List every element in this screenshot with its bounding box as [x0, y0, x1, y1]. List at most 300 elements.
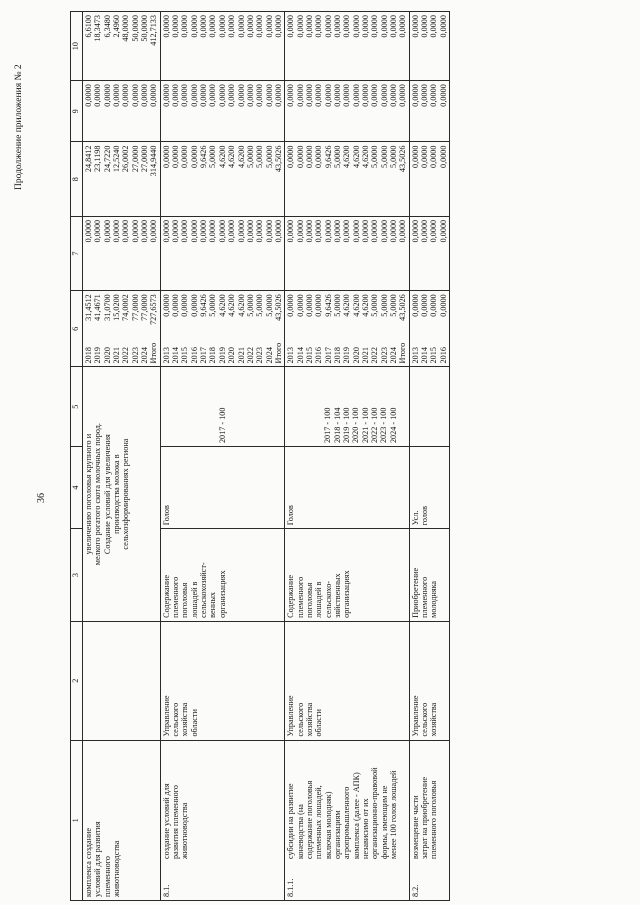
value-col8: 9,6426: [199, 145, 209, 169]
section-name-line: менее 100 голов лошадей: [389, 770, 398, 859]
value-col9: 0,0000: [323, 84, 333, 107]
section-name-line: субсидии на развитие: [286, 783, 296, 859]
section-row: [285, 12, 409, 901]
event-cell: [285, 529, 409, 622]
year-label: 2024: [264, 347, 274, 364]
year-label: 2021: [112, 347, 122, 364]
event-line: зяйственных: [332, 573, 342, 618]
column-number: 5: [71, 367, 83, 447]
col9-cell: [285, 81, 409, 142]
value-col7: 0,0000: [314, 219, 324, 243]
value-col8: 4,6200: [360, 145, 370, 169]
page-number: 36: [36, 493, 47, 503]
value-col10: 0,0000: [189, 15, 199, 38]
value-col7: 0,0000: [149, 219, 159, 243]
column-number: 4: [71, 447, 83, 529]
section-name-line: создание условий для: [161, 783, 171, 859]
section-name: [411, 777, 439, 859]
value-col6: 4,6200: [227, 294, 237, 317]
event-line: венных: [208, 592, 218, 618]
executor-line: хозяйства: [429, 702, 439, 737]
value-col8: 4,6200: [227, 145, 237, 169]
year-value-cell: [285, 291, 409, 367]
year-label: 2024: [140, 347, 150, 364]
section-name-line: племенного поголовья: [429, 780, 439, 859]
unit-label: Голов: [286, 505, 296, 526]
year-label: 2023: [130, 347, 140, 364]
value-col7: 0,0000: [199, 219, 209, 243]
value-col8: 5,0000: [264, 145, 274, 169]
value-col6: 43,5026: [398, 294, 408, 321]
year-label: 2020: [102, 347, 112, 364]
year-label: 2017: [199, 347, 209, 364]
value-col7: 0,0000: [389, 219, 398, 243]
value-col9: 0,0000: [264, 84, 274, 107]
value-col10: 0,0000: [314, 15, 324, 38]
year-value-pair: [286, 294, 407, 363]
value-col7: 0,0000: [217, 219, 227, 243]
event-line: Содержание: [286, 574, 296, 618]
value-col8: 5,0000: [332, 145, 342, 169]
value-col10: 0,0000: [227, 15, 237, 38]
section-name-line: организациям: [332, 810, 342, 859]
value-col6: 4,6200: [351, 294, 361, 317]
year-label: 2021: [360, 347, 370, 364]
column-number: 9: [71, 81, 83, 142]
value-col7: 0,0000: [121, 219, 131, 243]
year-label: 2014: [171, 347, 181, 364]
value-col7: 0,0000: [273, 219, 283, 243]
value-col8: 5,0000: [208, 145, 218, 169]
value-col6: 15,0200: [112, 294, 122, 321]
year-label: 2018: [84, 347, 93, 364]
value-col9: 0,0000: [370, 84, 380, 107]
executor-line: сельского: [295, 702, 305, 737]
section-number: 8.1.1.: [286, 878, 296, 897]
event-line: поголовья: [180, 582, 190, 618]
year-label: 2022: [370, 347, 380, 364]
intro-executor-cell: [83, 621, 161, 740]
value-col7: 0,0000: [304, 219, 314, 243]
intro-description-line: производства молока в: [112, 454, 122, 534]
value-list-col6: [411, 294, 448, 317]
intro-name-line: племенного: [102, 855, 112, 897]
event-line: племенного: [295, 576, 305, 618]
value-col9: 0,0000: [420, 84, 430, 107]
section-name-line: племенных лошадей,: [314, 785, 324, 859]
value-col7: 0,0000: [189, 219, 199, 243]
value-col8: 5,0000: [255, 145, 265, 169]
section-number: 8.2.: [410, 884, 420, 897]
value-col8: 26,0002: [121, 145, 131, 173]
event-line: Содержание: [161, 574, 171, 618]
value-col7: 0,0000: [245, 219, 255, 243]
indicator-line: 2021 - 100: [360, 407, 370, 444]
executor-line: хозяйства: [304, 702, 314, 737]
year-label: 2018: [208, 347, 218, 364]
value-col7: 0,0000: [171, 219, 181, 243]
value-col9: 0,0000: [112, 84, 122, 107]
year-label: 2015: [429, 347, 439, 364]
section-name-line: независимо от их: [360, 798, 370, 859]
value-col6: 0,0000: [429, 294, 439, 317]
indicator-cell: [285, 367, 409, 447]
section-heading: [411, 744, 439, 897]
value-col6: 4,6200: [360, 294, 370, 317]
value-col6: 31,4512: [84, 294, 93, 321]
value-col10: 18,3473: [93, 15, 103, 42]
value-col10: 0,0000: [389, 15, 398, 38]
event-line: Приобретение: [410, 567, 420, 618]
value-col9: 0,0000: [149, 84, 159, 107]
unit-cell: [409, 447, 449, 529]
spacer: [286, 370, 323, 443]
value-col10: 0,0000: [304, 15, 314, 38]
value-col9: 0,0000: [180, 84, 190, 107]
value-col6: 0,0000: [314, 294, 324, 317]
value-list-col6: [162, 294, 283, 321]
value-col10: 0,0000: [410, 15, 420, 38]
section-name-cell: [409, 740, 449, 900]
value-col6: 5,0000: [389, 294, 398, 317]
intro-name-line: животноводства: [112, 840, 122, 897]
value-col10: 0,0000: [438, 15, 448, 38]
value-col9: 0,0000: [379, 84, 389, 107]
executor-cell: [409, 621, 449, 740]
col7-cell: [160, 216, 284, 290]
event-line: лошадей в: [189, 581, 199, 618]
event-line: организациях: [217, 570, 227, 618]
value-col8: 0,0000: [304, 145, 314, 169]
value-col9: 0,0000: [84, 84, 93, 107]
value-col8: 24,8412: [84, 145, 93, 173]
intro-description-cell: [83, 367, 161, 621]
value-list-col9: [84, 84, 159, 138]
value-col10: 0,0000: [217, 15, 227, 38]
value-col10: 0,0000: [264, 15, 274, 38]
year-label: Итого: [273, 342, 283, 364]
value-col7: 0,0000: [342, 219, 352, 243]
value-col9: 0,0000: [410, 84, 420, 107]
year-list: [84, 343, 159, 364]
year-label: 2014: [420, 347, 430, 364]
col9-cell: [409, 81, 449, 142]
intro-description-line: мелкого рогатого скота молочных пород.: [93, 423, 103, 566]
value-col8: 0,0000: [420, 145, 430, 169]
value-col9: 0,0000: [255, 84, 265, 107]
value-col9: 0,0000: [273, 84, 283, 107]
value-col8: 0,0000: [180, 145, 190, 169]
value-col7: 0,0000: [379, 219, 389, 243]
value-col8: 43,5026: [398, 145, 408, 173]
value-col7: 0,0000: [398, 219, 408, 243]
section-name-line: организационно-правовой: [370, 767, 380, 859]
value-col7: 0,0000: [140, 219, 150, 243]
indicator-line: 2022 - 100: [369, 407, 379, 444]
value-col6: 0,0000: [438, 294, 448, 317]
year-label: 2018: [332, 347, 342, 364]
value-col6: 43,5026: [273, 294, 283, 321]
intro-col7-cell: [83, 216, 161, 290]
executor-line: Управление: [410, 695, 420, 737]
value-col10: 412,7133: [149, 15, 159, 46]
executor-line: области: [189, 709, 199, 737]
indicator-line: 2023 - 100: [379, 407, 389, 444]
value-col10: 6,3480: [102, 15, 112, 38]
event-line: сельскохо-: [323, 580, 333, 618]
value-col9: 0,0000: [236, 84, 246, 107]
value-col8: 5,0000: [379, 145, 389, 169]
year-list: [286, 343, 407, 364]
intro-description-lines: [84, 370, 131, 617]
year-list: [411, 347, 448, 363]
section-name-line: агропромышленного: [342, 786, 352, 859]
value-col6: 77,0000: [130, 294, 140, 321]
value-col8: 0,0000: [438, 145, 448, 169]
value-col10: 0,0000: [360, 15, 370, 38]
value-col8: 4,6200: [342, 145, 352, 169]
year-label: 2022: [245, 347, 255, 364]
value-col8: 0,0000: [295, 145, 305, 169]
intro-description-line: увеличению поголовья крупного и: [84, 433, 93, 555]
value-col6: 4,6200: [342, 294, 352, 317]
value-col8: 12,5240: [112, 145, 122, 173]
year-label: 2013: [410, 347, 420, 364]
year-label: 2015: [304, 347, 314, 364]
value-col8: 4,6200: [217, 145, 227, 169]
value-col9: 0,0000: [438, 84, 448, 107]
value-col7: 0,0000: [208, 219, 218, 243]
value-col7: 0,0000: [102, 219, 112, 243]
col9-cell: [160, 81, 284, 142]
value-col9: 0,0000: [121, 84, 131, 107]
value-col6: 5,0000: [245, 294, 255, 317]
value-col6: 4,6200: [236, 294, 246, 317]
value-col7: 0,0000: [236, 219, 246, 243]
value-col6: 0,0000: [180, 294, 190, 317]
value-col9: 0,0000: [286, 84, 296, 107]
value-list-col10: [84, 15, 159, 77]
section-name: [286, 767, 398, 859]
intro-name-line: комплекса создание: [84, 828, 93, 897]
intro-row: [83, 12, 161, 901]
value-col10: 0,0000: [351, 15, 361, 38]
unit-label: Усл.: [410, 510, 420, 526]
event-line: организациях: [342, 570, 352, 618]
value-col8: 5,0000: [370, 145, 380, 169]
event-line: поголовья: [304, 582, 314, 618]
value-col9: 0,0000: [332, 84, 342, 107]
value-col8: 9,6426: [323, 145, 333, 169]
value-col8: 43,5026: [273, 145, 283, 173]
col7-cell: [285, 216, 409, 290]
value-col6: 0,0000: [410, 294, 420, 317]
value-col7: 0,0000: [161, 219, 171, 243]
column-number: 10: [71, 12, 83, 81]
value-col9: 0,0000: [389, 84, 398, 107]
section-heading: [286, 744, 398, 897]
value-col6: 31,0700: [102, 294, 112, 321]
year-label: 2013: [286, 347, 296, 364]
value-col10: 50,0000: [140, 15, 150, 42]
value-col7: 0,0000: [112, 219, 122, 243]
executor-line: Управление: [161, 695, 171, 737]
value-list-col7: [84, 220, 159, 287]
value-col6: 727,6573: [149, 294, 159, 325]
intro-name-cell: [83, 740, 161, 900]
value-col10: 0,0000: [429, 15, 439, 38]
value-col6: 0,0000: [171, 294, 181, 317]
value-col7: 0,0000: [438, 219, 448, 243]
section-name-cell: [285, 740, 409, 900]
value-col7: 0,0000: [295, 219, 305, 243]
value-col10: 0,0000: [323, 15, 333, 38]
event-line: молодняка: [429, 580, 439, 618]
value-col7: 0,0000: [429, 219, 439, 243]
column-number: 8: [71, 142, 83, 216]
year-value-cell: [160, 291, 284, 367]
value-col8: 27,0000: [130, 145, 140, 173]
indicator-cell: [409, 367, 449, 447]
value-col7: 0,0000: [410, 219, 420, 243]
intro-description-line: Создание условий для увеличения: [102, 434, 112, 555]
year-label: 2017: [323, 347, 333, 364]
year-value-pair: [162, 294, 283, 363]
value-col6: 5,0000: [264, 294, 274, 317]
value-col7: 0,0000: [255, 219, 265, 243]
value-col8: 27,0000: [140, 145, 150, 173]
sections-body: [160, 12, 449, 901]
value-col9: 0,0000: [189, 84, 199, 107]
value-col10: 0,0000: [171, 15, 181, 38]
value-col6: 77,0000: [140, 294, 150, 321]
year-label: 2020: [227, 347, 237, 364]
value-col8: 23,1198: [93, 145, 103, 172]
value-col9: 0,0000: [429, 84, 439, 107]
intro-col9-cell: [83, 81, 161, 142]
value-col9: 0,0000: [140, 84, 150, 107]
value-col6: 41,4671: [93, 294, 103, 321]
section-row: [409, 12, 449, 901]
value-col6: 0,0000: [286, 294, 296, 317]
value-list-col6: [286, 294, 407, 321]
program-table: [70, 11, 450, 901]
value-col7: 0,0000: [360, 219, 370, 243]
year-label: Итого: [149, 342, 159, 364]
event-line: племенного: [171, 576, 181, 618]
year-label: 2016: [438, 347, 448, 364]
year-label: Итого: [398, 342, 408, 364]
value-col6: 4,6200: [217, 294, 227, 317]
value-col7: 0,0000: [286, 219, 296, 243]
unit-cell: [160, 447, 284, 529]
col8-cell: [285, 142, 409, 216]
value-col9: 0,0000: [93, 84, 103, 107]
year-label: 2024: [389, 347, 398, 364]
value-col8: 0,0000: [429, 145, 439, 169]
section-name-line: включая молодняк): [323, 791, 333, 859]
value-col7: 0,0000: [227, 219, 237, 243]
value-col10: 0,0000: [295, 15, 305, 38]
executor-line: сельского: [420, 702, 430, 737]
value-col7: 0,0000: [93, 219, 103, 243]
year-label: 2016: [189, 347, 199, 364]
intro-year-value-cell: [83, 291, 161, 367]
value-col10: 50,0000: [130, 15, 140, 42]
value-col10: 0,0000: [180, 15, 190, 38]
intro-description-line: сельхозформированиях региона: [121, 438, 131, 550]
value-col6: 0,0000: [161, 294, 171, 317]
value-col9: 0,0000: [398, 84, 408, 107]
column-number: 6: [71, 291, 83, 367]
section-name-line: коневодства (на: [295, 804, 305, 859]
year-label: 2019: [342, 347, 352, 364]
year-label: 2022: [121, 347, 131, 364]
value-col8: 5,0000: [245, 145, 255, 169]
value-col8: 24,7220: [102, 145, 112, 173]
value-col8: 314,9440: [149, 145, 159, 177]
event-cell: [160, 529, 284, 622]
section-heading: [162, 744, 190, 897]
value-col7: 0,0000: [332, 219, 342, 243]
value-col9: 0,0000: [161, 84, 171, 107]
section-name-line: животноводства: [180, 802, 190, 859]
value-col8: 0,0000: [314, 145, 324, 169]
year-label: 2023: [379, 347, 389, 364]
value-col8: 0,0000: [410, 145, 420, 169]
value-col6: 5,0000: [208, 294, 218, 317]
column-number: 3: [71, 529, 83, 622]
year-label: 2015: [180, 347, 190, 364]
value-col7: 0,0000: [130, 219, 140, 243]
value-list-col6: [84, 294, 159, 325]
value-col8: 0,0000: [171, 145, 181, 169]
value-col10: 0,0000: [286, 15, 296, 38]
value-col8: 4,6200: [351, 145, 361, 169]
year-label: 2019: [217, 347, 227, 364]
column-number: 1: [71, 740, 83, 900]
col10-cell: [409, 12, 449, 81]
column-number: 7: [71, 216, 83, 290]
value-col6: 5,0000: [370, 294, 380, 317]
value-col8: 0,0000: [161, 145, 171, 169]
intro-col8-cell: [83, 142, 161, 216]
value-col7: 0,0000: [420, 219, 430, 243]
value-col7: 0,0000: [84, 219, 93, 243]
indicator-line: 2024 - 100: [388, 407, 398, 444]
value-col10: 0,0000: [370, 15, 380, 38]
value-col7: 0,0000: [264, 219, 274, 243]
value-col9: 0,0000: [351, 84, 361, 107]
executor-line: области: [314, 709, 324, 737]
indicator-line: 2017 - 100: [217, 407, 227, 444]
col7-cell: [409, 216, 449, 290]
value-col10: 0,0000: [398, 15, 408, 38]
year-label: 2019: [93, 347, 103, 364]
value-col9: 0,0000: [208, 84, 218, 107]
value-col10: 0,0000: [245, 15, 255, 38]
value-col6: 5,0000: [332, 294, 342, 317]
section-number: 8.1.: [161, 884, 171, 897]
section-row: [160, 12, 284, 901]
value-col10: 6,6100: [84, 15, 93, 38]
event-line: лошадей в: [314, 581, 324, 618]
year-value-pair: [411, 294, 448, 363]
value-col10: 0,0000: [342, 15, 352, 38]
value-col9: 0,0000: [295, 84, 305, 107]
value-col9: 0,0000: [314, 84, 324, 107]
value-col9: 0,0000: [245, 84, 255, 107]
